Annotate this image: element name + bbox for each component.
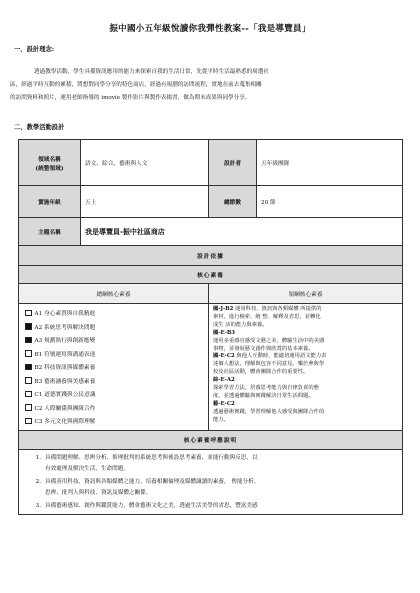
- document-title: 振中國小五年級悅讀你我彈性教案--「我是導覽員」: [109, 24, 311, 34]
- domain-line: [213, 369, 398, 377]
- checkbox[interactable]: [25, 337, 32, 344]
- domain-line: [213, 322, 398, 330]
- core-item: [25, 360, 202, 374]
- explanation-number: 1.: [35, 454, 41, 461]
- domain-core-column-header: 領綱核心素養: [209, 284, 403, 304]
- domain-line: [213, 314, 398, 322]
- explanation-number: 3.: [35, 502, 41, 509]
- core-competency-header: 核心素養: [19, 266, 403, 284]
- explanation-header: 核心素養呼應說明: [19, 430, 403, 449]
- intro-line: 透過教學活動，學生具備資訊應用的能力來探索自我的生活日常，先從平時生活最熟悉的周遭社: [34, 69, 269, 75]
- domain-line-text: 成生 活的能力與素養。: [213, 321, 268, 328]
- domain-code: 藝-E-C2: [213, 400, 235, 407]
- domain-label-sub: (統整領域): [35, 165, 64, 172]
- domain-line-text: 與他人互動時，能適切運用語文能力表: [234, 353, 327, 360]
- checkbox[interactable]: [25, 377, 32, 384]
- core-item: [25, 333, 202, 347]
- grade-label: 實施年級: [19, 186, 81, 218]
- explanation-item: [29, 477, 398, 499]
- checkbox[interactable]: [25, 391, 32, 398]
- intro-paragraph: [10, 66, 400, 105]
- domain-line-text: 透過藝術實踐，學習理解他人感受與團隊合作的: [213, 408, 325, 415]
- domain-label-cell: [19, 140, 81, 186]
- domain-code: 國-E-B3: [213, 329, 235, 336]
- domain-core-content: [209, 304, 403, 431]
- explanation-line: 有效處理及解決生活、生命問題。: [45, 465, 129, 472]
- checkbox[interactable]: [25, 404, 32, 411]
- core-item-label: A2 系統思考與解決問題: [34, 324, 96, 331]
- designer-value: 五年級團隊: [257, 140, 403, 186]
- explanation-line: 思辨、批判人與科技、資訊及媒體之關係。: [45, 489, 152, 496]
- domain-code: 國-E-C2: [213, 353, 235, 360]
- core-item-label: C3 多元文化與國際理解: [34, 419, 96, 426]
- grade-value: 五上: [81, 186, 209, 218]
- domain-line-text: 校及社區活動，體會團隊合作的重要性。: [213, 369, 309, 376]
- explanation-number: 2.: [35, 478, 41, 485]
- core-item-label: A3 規劃執行與創新應變: [34, 338, 96, 345]
- domain-line: [213, 409, 398, 417]
- lesson-plan-table: [18, 139, 403, 515]
- section-heading-design-concept: 一、設計理念:: [14, 46, 55, 53]
- core-item-label: B3 藝術涵養與美感素養: [34, 378, 96, 385]
- core-item: [25, 306, 202, 320]
- hours-label: 總節數: [209, 186, 257, 218]
- domain-code: 綜-E-A2: [213, 377, 235, 384]
- intro-line: 的訪問資料和照片，運用老師指導的 imovie 製作影片與製作表揚書，做為期末成果與同學分享。: [10, 95, 251, 101]
- explanation-line: 具備問題理解、思辨分析、推理批判的系統思考與後設思考素養，並能行動與反思，以: [45, 454, 258, 461]
- domain-line: [213, 401, 398, 409]
- checkbox[interactable]: [25, 364, 32, 371]
- domain-line: [213, 385, 398, 393]
- domain-line-text: 事物，並發展藝文創作與欣賞的基本素養。: [213, 345, 314, 352]
- domain-label: 領域名稱: [38, 156, 61, 163]
- domain-line-text: 素材，進行檢索、統 整、解釋及省思，並轉化: [213, 313, 321, 320]
- intro-line: 區，經過平時互動的累積，將想對同學分享的特色商店，經過有規劃的訪問流程，實地在前去蒐集相關: [10, 82, 262, 88]
- core-item-label: A1 身心素質與自我精進: [34, 311, 96, 318]
- theme-label: 主題名稱: [19, 218, 81, 246]
- explanation-item: [29, 453, 398, 475]
- checkbox[interactable]: [25, 323, 32, 330]
- domain-line-text: 運用科技、資訊與各類媒體 所提供的: [233, 306, 322, 312]
- domain-line: [213, 330, 398, 338]
- core-item: [25, 401, 202, 415]
- domain-line: [213, 417, 398, 425]
- core-item-label: B1 符號運用與溝通表達: [34, 351, 96, 358]
- designer-label: 設計者: [209, 140, 257, 186]
- core-item: [25, 320, 202, 334]
- core-item-label: C1 道德實踐與公民意識: [34, 392, 96, 399]
- explanation-list: [19, 449, 403, 514]
- theme-value: 我是導覽員-振中社區商店: [81, 218, 403, 246]
- explanation-line: 具備善用科技、資訊與各類媒體之能力，培養相關倫理及媒體識讀的素養， 俾能分析、: [45, 478, 260, 485]
- domain-line: [213, 377, 398, 385]
- core-item-label: C2 人際關係與團隊合作: [34, 405, 96, 412]
- domain-line: [213, 338, 398, 346]
- overall-core-column-header: 總綱核心素養: [19, 284, 209, 304]
- domain-line-text: 能力。: [213, 416, 229, 423]
- core-item: [25, 374, 202, 388]
- domain-line: [213, 393, 398, 401]
- explanation-line: 具備藝術感知、創作與鑑賞能力，體會藝術文化之美，透過生活美學的省思，豐富美感: [45, 502, 258, 509]
- hours-value: 20 節: [257, 186, 403, 218]
- domain-line-text: 探索學習方法，培養思考能力與自律負責的態: [213, 385, 319, 392]
- domain-value: 語文、綜合、藝術與人文: [81, 140, 209, 186]
- domain-line-text: 達個人想法，理解與包容不同意見，樂於參與學: [213, 361, 325, 368]
- domain-line-text: 度，並透過體驗與實踐解決日常生活問題。: [213, 392, 314, 399]
- design-basis-header: 設計依據: [19, 246, 403, 266]
- core-item-label: B2 科技資訊與媒體素養: [34, 365, 96, 372]
- overall-core-list: [19, 304, 209, 431]
- core-item: [25, 387, 202, 401]
- core-item: [25, 414, 202, 428]
- section-heading-activity-design: 二、教學活動設計: [14, 124, 65, 131]
- checkbox[interactable]: [25, 310, 32, 317]
- checkbox[interactable]: [25, 350, 32, 357]
- domain-code: 國-J-B2: [213, 306, 234, 312]
- checkbox[interactable]: [25, 418, 32, 425]
- domain-line-text: 運用多重感官感受文藝之美，體驗生活中的美感: [213, 337, 325, 344]
- domain-line: [213, 306, 398, 314]
- explanation-item: [29, 501, 398, 512]
- core-item: [25, 347, 202, 361]
